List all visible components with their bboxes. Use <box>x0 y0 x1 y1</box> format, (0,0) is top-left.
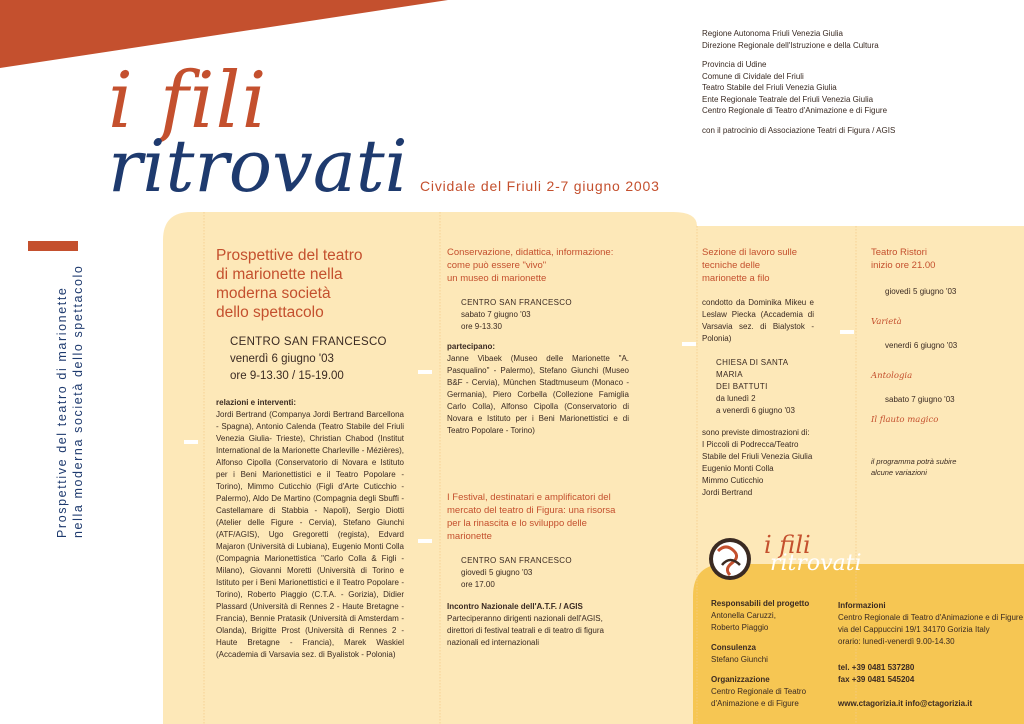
footer-contacts <box>838 600 1022 710</box>
workshop-heading <box>702 246 814 285</box>
column-museum <box>447 246 629 649</box>
heading-line: Teatro Ristori <box>871 247 927 258</box>
org-line: con il patrocinio di Associazione Teatri di Figura / AGIS <box>702 125 896 135</box>
festival-heading <box>447 491 629 543</box>
org-line: d'Animazione e di Figure <box>711 699 799 708</box>
phone: tel. +39 0481 537280 <box>838 663 915 672</box>
demo-item: Eugenio Monti Colla <box>702 464 774 473</box>
meeting-label: Incontro Nazionale dell'A.T.F. / AGIS <box>447 602 583 611</box>
workshop-venue-line: DEI BATTUTI <box>716 382 768 391</box>
note-line: alcune variazioni <box>871 468 927 477</box>
title-line-2: ritrovati <box>108 124 408 208</box>
workshop-date-line: a venerdì 6 giugno '03 <box>716 406 795 415</box>
fold-marker <box>184 440 198 444</box>
fold-marker <box>840 330 854 334</box>
resp-label: Responsabili del progetto <box>711 599 810 608</box>
heading-line: marionette <box>447 531 492 542</box>
heading-line: tecniche delle <box>702 260 761 271</box>
show-title: Varietà <box>871 317 902 327</box>
column-conference <box>216 246 404 661</box>
cons-line: Stefano Giunchi <box>711 655 768 664</box>
festival-venue: CENTRO SAN FRANCESCO <box>461 556 572 565</box>
demo-item: Mimmo Cuticchio <box>702 476 764 485</box>
fold-marker <box>682 342 696 346</box>
note-line: il programma potrà subire <box>871 457 957 466</box>
conference-heading <box>216 246 404 322</box>
museum-heading <box>447 246 629 285</box>
website-link[interactable]: www.ctagorizia.it info@ctagorizia.it <box>838 699 973 708</box>
heading-line: I Festival, destinatari e amplificatori del <box>447 492 611 503</box>
footer-credits <box>711 598 826 710</box>
cons-label: Consulenza <box>711 643 756 652</box>
conference-date: venerdì 6 giugno '03 <box>230 353 334 365</box>
show-title: Il flauto magico <box>871 415 939 425</box>
program-note <box>871 456 991 478</box>
participants-label: partecipano: <box>447 342 496 351</box>
footer-logo <box>708 531 868 585</box>
conference-time: ore 9-13.30 / 15-19.00 <box>230 370 344 382</box>
meeting-text: Parteciperanno dirigenti nazionali dell'AGIS, direttori di festival teatrali e di teatro di figura nazionali ed internazionali <box>447 614 604 647</box>
demos-label: sono previste dimostrazioni di: <box>702 428 810 437</box>
column-workshop <box>702 246 814 499</box>
festival-date: giovedì 5 giugno '03 <box>461 568 533 577</box>
fold-marker <box>418 370 432 374</box>
event-date: Cividale del Friuli 2-7 giugno 2003 <box>420 178 660 194</box>
demo-item: Jordi Bertrand <box>702 488 753 497</box>
heading-line: Sezione di lavoro sulle <box>702 247 798 258</box>
show-date: venerdì 6 giugno '03 <box>885 341 958 350</box>
heading-line: dello spettacolo <box>216 304 324 321</box>
resp-line: Antonella Caruzzi, <box>711 611 776 620</box>
org-label: Organizzazione <box>711 675 770 684</box>
organizers-block <box>702 28 1002 136</box>
heading-line: moderna società <box>216 285 331 302</box>
heading-line: per la rinascita e lo sviluppo delle <box>447 518 587 529</box>
workshop-intro: condotto da Dominika Mikeu e Leslaw Piecka (Accademia di Varsavia sez. di Bialystok - Polonia) <box>702 298 814 343</box>
info-label: Informazioni <box>838 601 886 610</box>
show-date: giovedì 5 giugno '03 <box>885 287 957 296</box>
resp-line: Roberto Piaggio <box>711 623 769 632</box>
footer-logo-line-1: i fili <box>764 531 811 559</box>
heading-line: come può essere "vivo" <box>447 260 547 271</box>
org-line: Centro Regionale di Teatro d'Animazione e di Figure <box>702 106 888 115</box>
vertical-caption <box>18 262 85 542</box>
museum-time: ore 9-13.30 <box>461 322 502 331</box>
festival-time: ore 17.00 <box>461 580 495 589</box>
info-line: via del Cappuccini 19/1 34170 Gorizia Italy <box>838 625 990 634</box>
column-shows <box>871 246 991 478</box>
demo-item: Stabile del Friuli Venezia Giulia <box>702 452 813 461</box>
heading-line: inizio ore 21.00 <box>871 260 936 271</box>
heading-line: mercato del teatro di Figura: una risorsa <box>447 505 616 516</box>
vertical-caption-line-1: Prospettive del teatro di marionette <box>55 286 69 538</box>
workshop-date-line: da lunedì 2 <box>716 394 756 403</box>
org-line: Ente Regionale Teatrale del Friuli Venezia Giulia <box>702 94 874 104</box>
speakers-label: relazioni e interventi: <box>216 398 297 407</box>
org-line: Centro Regionale di Teatro <box>711 687 807 696</box>
org-line: Direzione Regionale dell'Istruzione e della Cultura <box>702 40 879 50</box>
info-line: orario: lunedì-venerdì 9.00-14.30 <box>838 637 955 646</box>
participants-list: Janne Vibaek (Museo delle Marionette "A. Pasqualino" - Palermo), Stefano Giunchi (Museo B&F - Cervia), München Stadtmuseum (Monaco - Germania), Piero Corbella (Collezione Famiglia Carlo Colla), Alfonso Cipolla (Conservatorio di Novara e Istituto per i Beni Marionettistici e di Teatro Popolare - Torino) <box>447 354 629 435</box>
marionette-logo-icon <box>708 537 752 581</box>
show-title: Antologia <box>871 371 913 381</box>
fax: fax +39 0481 545204 <box>838 675 915 684</box>
vertical-caption-bar <box>28 241 78 251</box>
title-line-1: i fili <box>108 56 268 146</box>
workshop-venue-line: CHIESA DI SANTA MARIA <box>716 358 788 379</box>
vertical-caption-line-2: nella moderna società dello spettacolo <box>71 264 85 538</box>
heading-line: marionette a filo <box>702 273 770 284</box>
org-line: Provincia di Udine <box>702 60 767 69</box>
info-line: Centro Regionale di Teatro d'Animazione e di Figure <box>838 613 1024 622</box>
fold-marker <box>418 539 432 543</box>
org-line: Comune di Cividale del Friuli <box>702 71 804 81</box>
conference-venue: CENTRO SAN FRANCESCO <box>230 336 387 348</box>
heading-line: un museo di marionette <box>447 273 547 284</box>
org-line: Teatro Stabile del Friuli Venezia Giulia <box>702 83 837 92</box>
show-date: sabato 7 giugno '03 <box>885 395 955 404</box>
museum-venue: CENTRO SAN FRANCESCO <box>461 298 572 307</box>
heading-line: di marionette nella <box>216 266 343 283</box>
shows-heading <box>871 246 991 272</box>
museum-date: sabato 7 giugno '03 <box>461 310 531 319</box>
demo-item: I Piccoli di Podrecca/Teatro <box>702 440 799 449</box>
footer-logo-line-2: ritrovati <box>770 551 862 576</box>
heading-line: Prospettive del teatro <box>216 247 363 264</box>
speakers-list: Jordi Bertrand (Companya Jordi Bertrand Barcellona - Spagna), Antonio Calenda (Teatro Stabile del Friuli Venezia Giulia- Trieste), Christian Chabod (Institut International de la Marionette Charleville - Mézières), Alfonso Cipolla (Conservatorio di Novara e Istituto per i Beni Marionettistici e il Teatro Popolare - Torino), Mimmo Cuticchio (Figli d'Arte Cuticchio - Palermo), Aldo De Martino (Compagnia degli Sbuffi - Castellamare di Stabbia - Napoli), Sergio Diotti (Atelier delle Figure - Cervia), Stefano Giunchi (ATF/AGIS), Ugo Gregoretti (regista), Edvard Majaron (Università di Lubiana), Eugenio Monti Colla (Compagnia Marionettistica "Carlo Colla & Figli - Milano), Giovanni Moretti (Università di Torino e Istituto per i Beni Marionettistici e il Teatro Popolare - Torino), Roberto Piaggio (C.T.A. - Gorizia), Didier Plassard (Università di Rennes 2 - Haute Bretagne - Francia), Bennie Pratasik (Università di Amsterdam - Olanda), Brigitte Prost (Università di Rennes 2 - Haute Bretagne - Francia), Marek Waskiel (Accademia di Varsavia sez. di Byalistok - Polonia) <box>216 410 404 659</box>
org-line: Regione Autonoma Friuli Venezia Giulia <box>702 29 843 38</box>
heading-line: Conservazione, didattica, informazione: <box>447 247 614 258</box>
